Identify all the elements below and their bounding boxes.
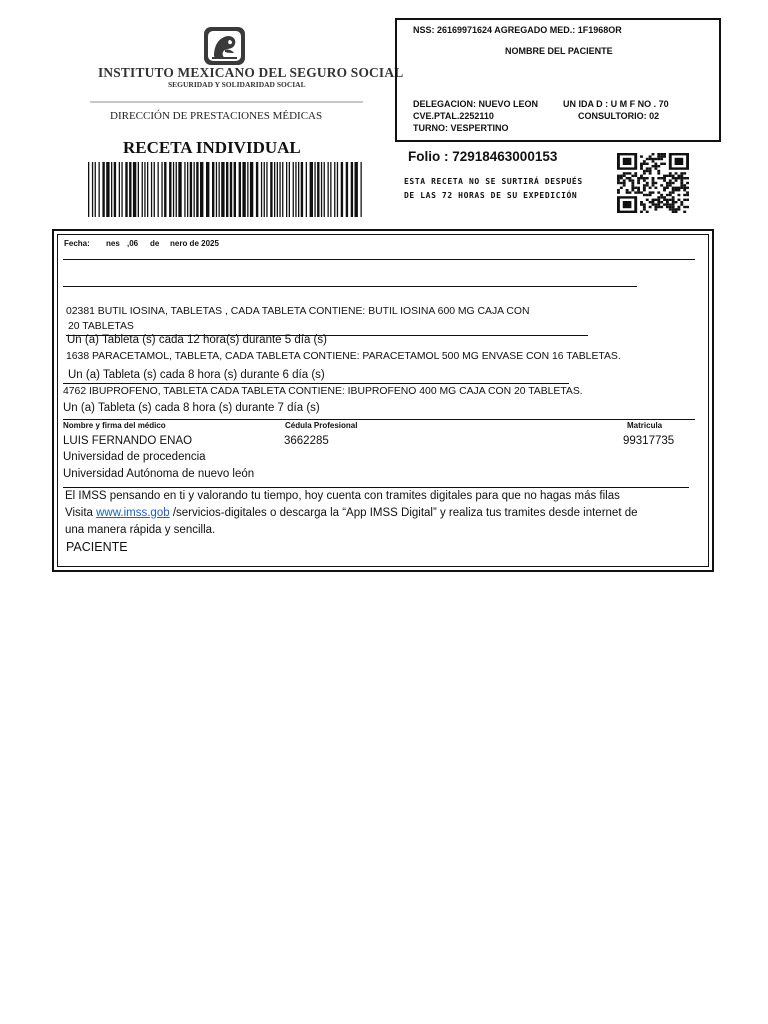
doctor-section-divider [63, 419, 695, 420]
date-part-de: de [150, 239, 160, 248]
medication-1-quantity: 20 TABLETAS [68, 321, 134, 332]
unidad-label: UN IDA D : U M F NO . 70 [563, 99, 669, 109]
imss-website-link[interactable]: www.imss.gob [96, 507, 170, 519]
prescription-frame [52, 229, 714, 572]
medication-3-dose: Un (a) Tableta (s) cada 8 hora (s) durante 7 día (s) [63, 402, 320, 414]
copy-recipient-label: PACIENTE [66, 540, 128, 554]
institution-motto: SEGURIDAD Y SOLIDARIDAD SOCIAL [168, 80, 306, 89]
folio-number: Folio : 72918463000153 [408, 149, 558, 164]
matricula-label: Matricula [627, 421, 663, 430]
digital-notice-line-1: El IMSS pensando en ti y valorando tu tiempo, hoy cuenta con tramites digitales para que no hagas más filas [65, 490, 620, 502]
medication-1-dose: Un (a) Tableta (s) cada 12 hora(s) durante 5 día (s) [67, 334, 327, 346]
barcode-icon [88, 162, 366, 217]
date-label: Fecha: [64, 239, 90, 248]
nss-line: NSS: 26169971624 AGREGADO MED.: 1F1968OR [413, 25, 622, 35]
direction-label: DIRECCIÓN DE PRESTACIONES MÉDICAS [110, 110, 323, 122]
patient-name-label: NOMBRE DEL PACIENTE [505, 46, 613, 56]
date-part-number: ,06 [127, 239, 139, 248]
digital-notice-prefix: Visita [65, 507, 93, 519]
cedula-value: 3662285 [284, 435, 329, 447]
patient-info-box [395, 18, 721, 142]
medication-2-description: 1638 PARACETAMOL, TABLETA, CADA TABLETA CONTIENE: PARACETAMOL 500 MG ENVASE CON 16 TABLETAS. [66, 351, 621, 362]
university-value: Universidad Autónoma de nuevo león [63, 468, 255, 480]
delegacion-label: DELEGACION: NUEVO LEON [413, 99, 539, 109]
institution-name: INSTITUTO MEXICANO DEL SEGURO SOCIAL [98, 65, 404, 80]
medication-3-description: 4762 IBUPROFENO, TABLETA CADA TABLETA CONTIENE: IBUPROFENO 400 MG CAJA CON 20 TABLETAS. [63, 386, 583, 397]
expiry-notice-line-2: DE LAS 72 HORAS DE SU EXPEDICIÓN [404, 191, 578, 200]
medication-2-dose: Un (a) Tableta (s) cada 8 hora (s) durante 6 día (s) [68, 369, 325, 381]
digital-notice-suffix: /servicios-digitales o descarga la “App IMSS Digital” y realiza tus tramites desde internet de [172, 507, 638, 519]
qr-code-icon [617, 153, 689, 213]
date-underline [63, 259, 695, 260]
cve-label: CVE.PTAL.2252110 [413, 111, 494, 121]
date-part-month-year: nero de 2025 [170, 239, 219, 248]
blank-line [63, 286, 637, 287]
notice-divider [63, 487, 689, 488]
cedula-label: Cédula Profesional [285, 421, 358, 430]
doctor-name: LUIS FERNANDO ENAO [63, 435, 193, 447]
digital-notice-line-2 [65, 507, 638, 519]
date-part-day: nes [106, 239, 120, 248]
digital-notice-line-3: una manera rápida y sencilla. [65, 524, 216, 536]
medication-2-underline [63, 383, 569, 384]
turno-label: TURNO: VESPERTINO [413, 123, 509, 133]
imss-eagle-logo-icon [203, 26, 246, 66]
medication-1-description: 02381 BUTIL IOSINA, TABLETAS , CADA TABLETA CONTIENE: BUTIL IOSINA 600 MG CAJA CON [66, 306, 530, 317]
consultorio-label: CONSULTORIO: 02 [578, 111, 660, 121]
header-divider [90, 101, 363, 103]
document-title: RECETA INDIVIDUAL [123, 138, 301, 157]
university-label: Universidad de procedencia [63, 451, 206, 463]
doctor-label: Nombre y firma del médico [63, 421, 166, 430]
expiry-notice-line-1: ESTA RECETA NO SE SURTIRÁ DESPUÉS [404, 177, 583, 186]
matricula-value: 99317735 [623, 435, 675, 447]
